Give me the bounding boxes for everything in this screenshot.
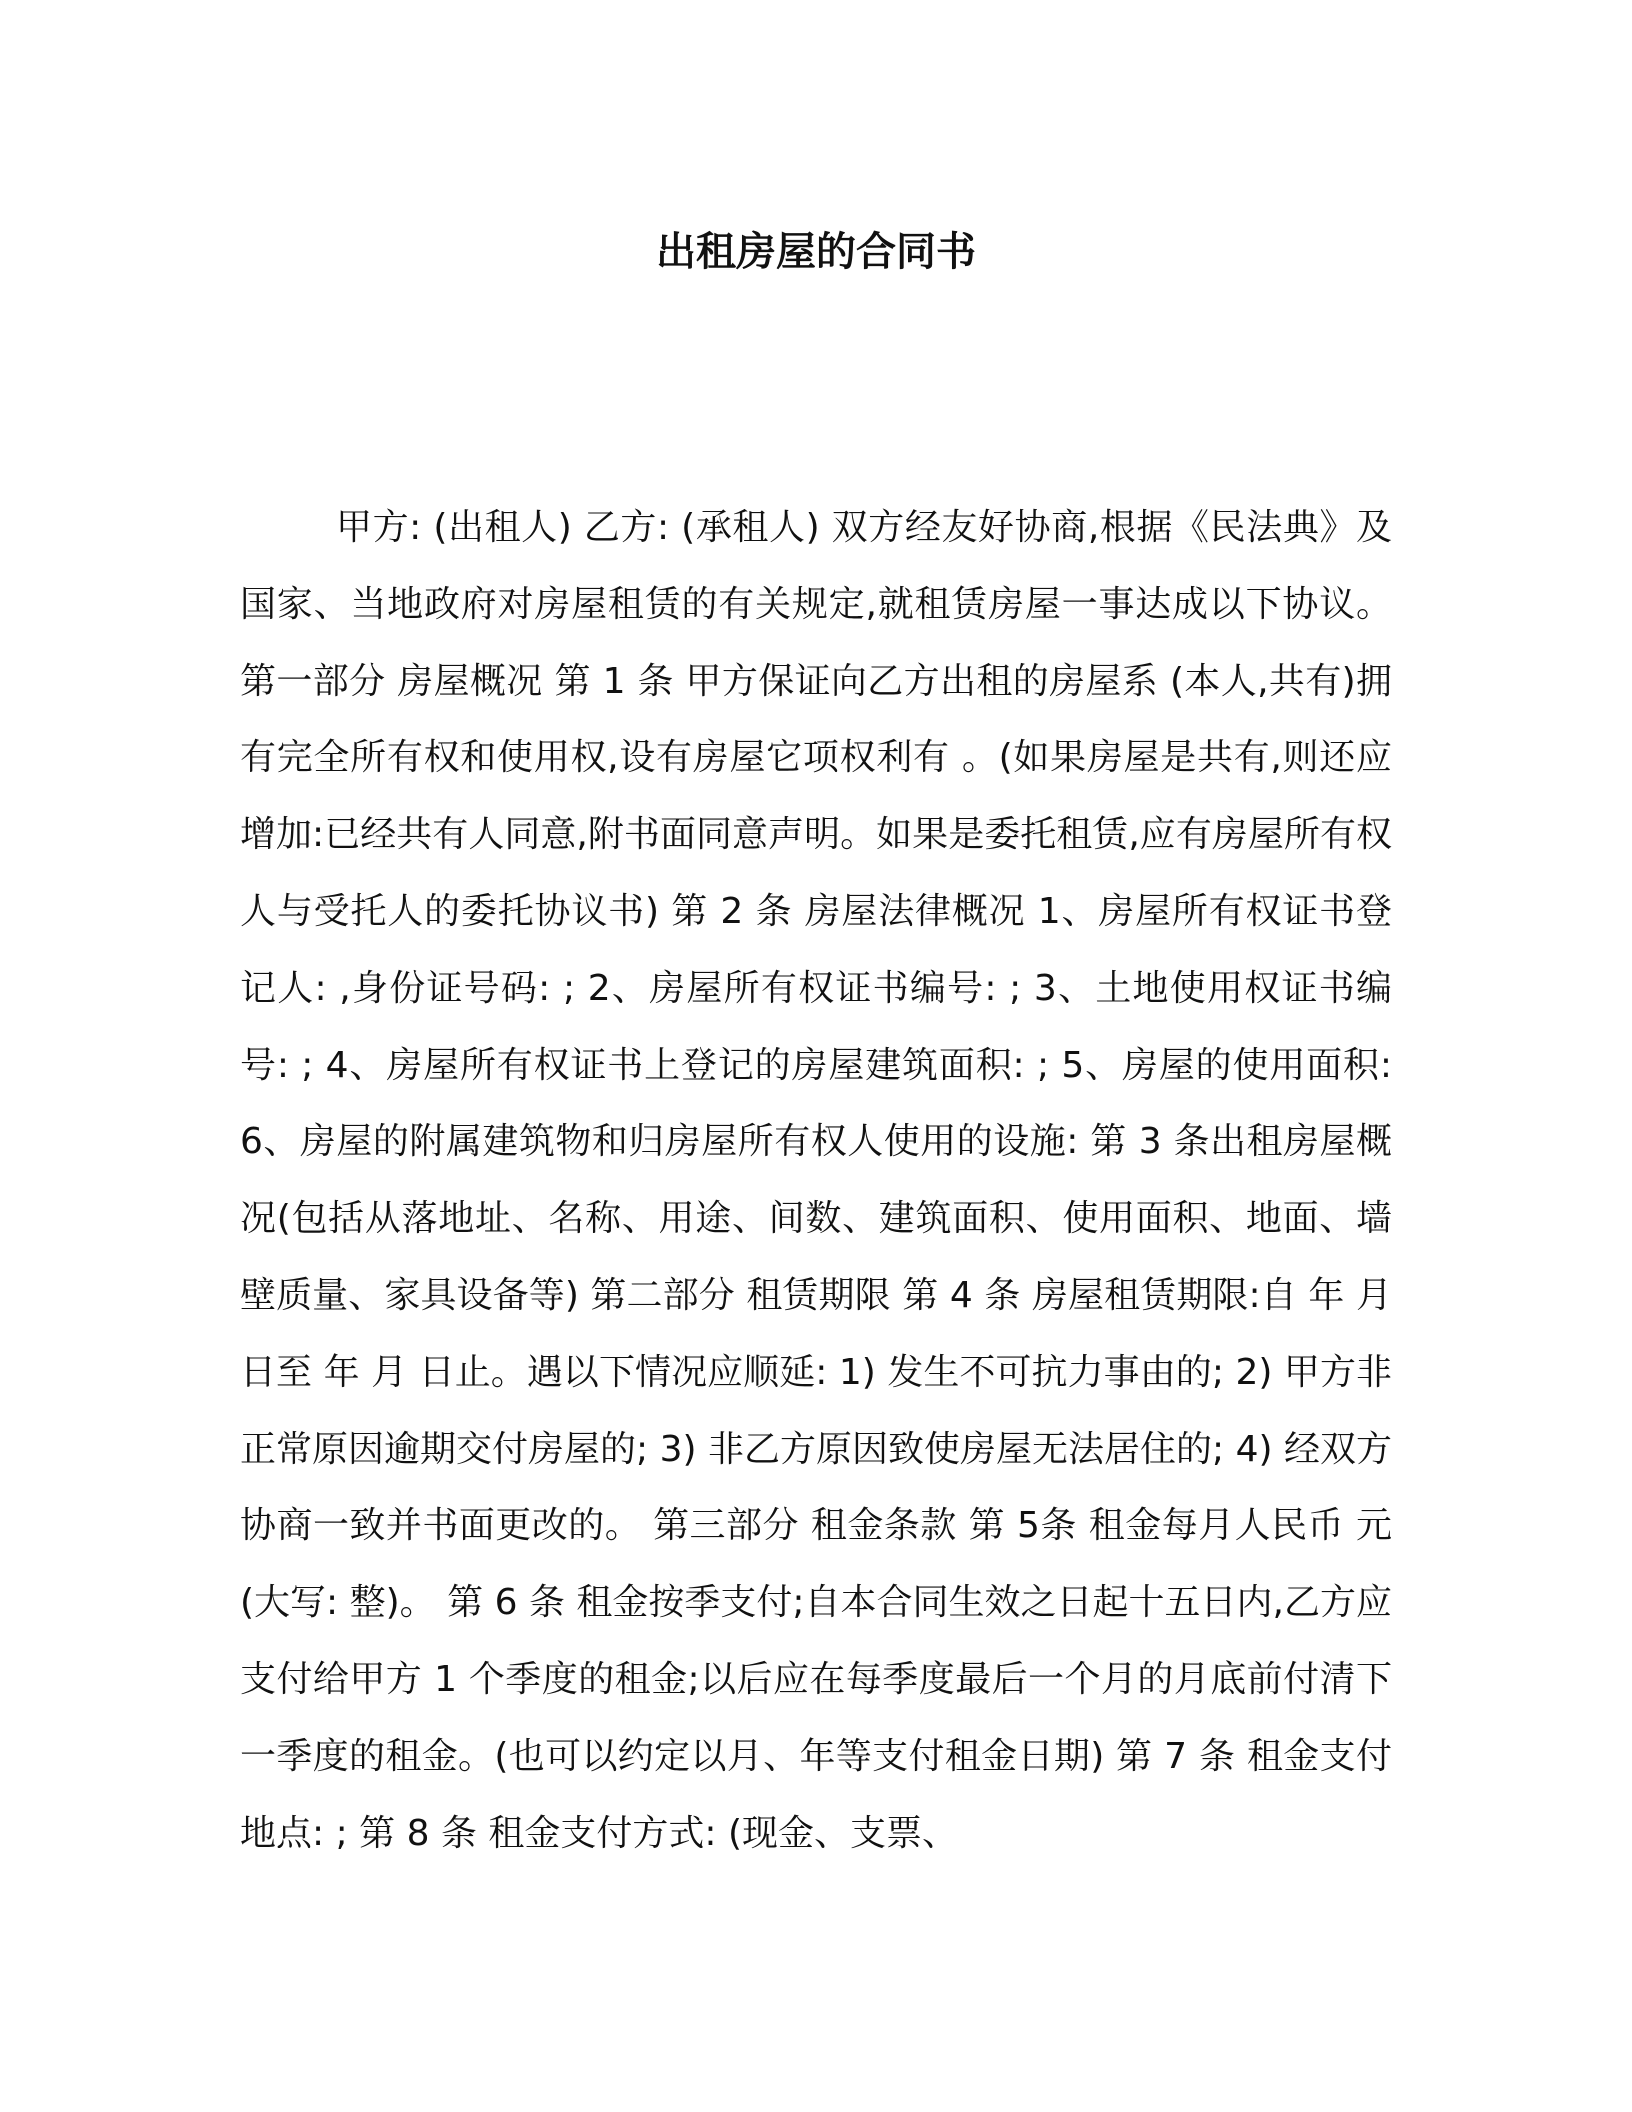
document-title: 出租房屋的合同书: [656, 229, 976, 275]
document-body-paragraph: 甲方: (出租人) 乙方: (承租人) 双方经友好协商,根据《民法典》及国家、当地政府对房屋租赁的有关规定,就租赁房屋一事达成以下协议。第一部分 房屋概况 第 1 条 甲方保证向乙方出租的房屋系 (本人,共有)拥有完全所有权和使用权,设有房屋它项权利有 。(如果房屋是共有,则还应增加:已经共有人同意,附书面同意声明。如果是委托租赁,应有房屋所有权人与受托人的委托协议书) 第 2 条 房屋法律概况 1、房屋所有权证书登记人: ,身份证号码: ; 2、房屋所有权证书编号: ; 3、土地使用权证书编号: ; 4、房屋所有权证书上登记的房屋建筑面积: ; 5、房屋的使用面积: 6、房屋的附属建筑物和归房屋所有权人使用的设施: 第 3 条出租房屋概况(包括从落地址、名称、用途、间数、建筑面积、使用面积、地面、墙壁质量、家具设备等) 第二部分 租赁期限 第 4 条 房屋租赁期限:自 年 月 日至 年 月 日止。遇以下情况应顺延: 1) 发生不可抗力事由的; 2) 甲方非正常原因逾期交付房屋的; 3) 非乙方原因致使房屋无法居住的; 4) 经双方协商一致并书面更改的。 第三部分 租金条款 第 5条 租金每月人民币 元(大写: 整)。 第 6 条 租金按季支付;自本合同生效之日起十五日内,乙方应支付给甲方 1 个季度的租金;以后应在每季度最后一个月的月底前付清下一季度的租金。(也可以约定以月、年等支付租金日期) 第 7 条 租金支付地点: ; 第 8 条 租金支付方式: (现金、支票、: [240, 507, 1392, 1854]
